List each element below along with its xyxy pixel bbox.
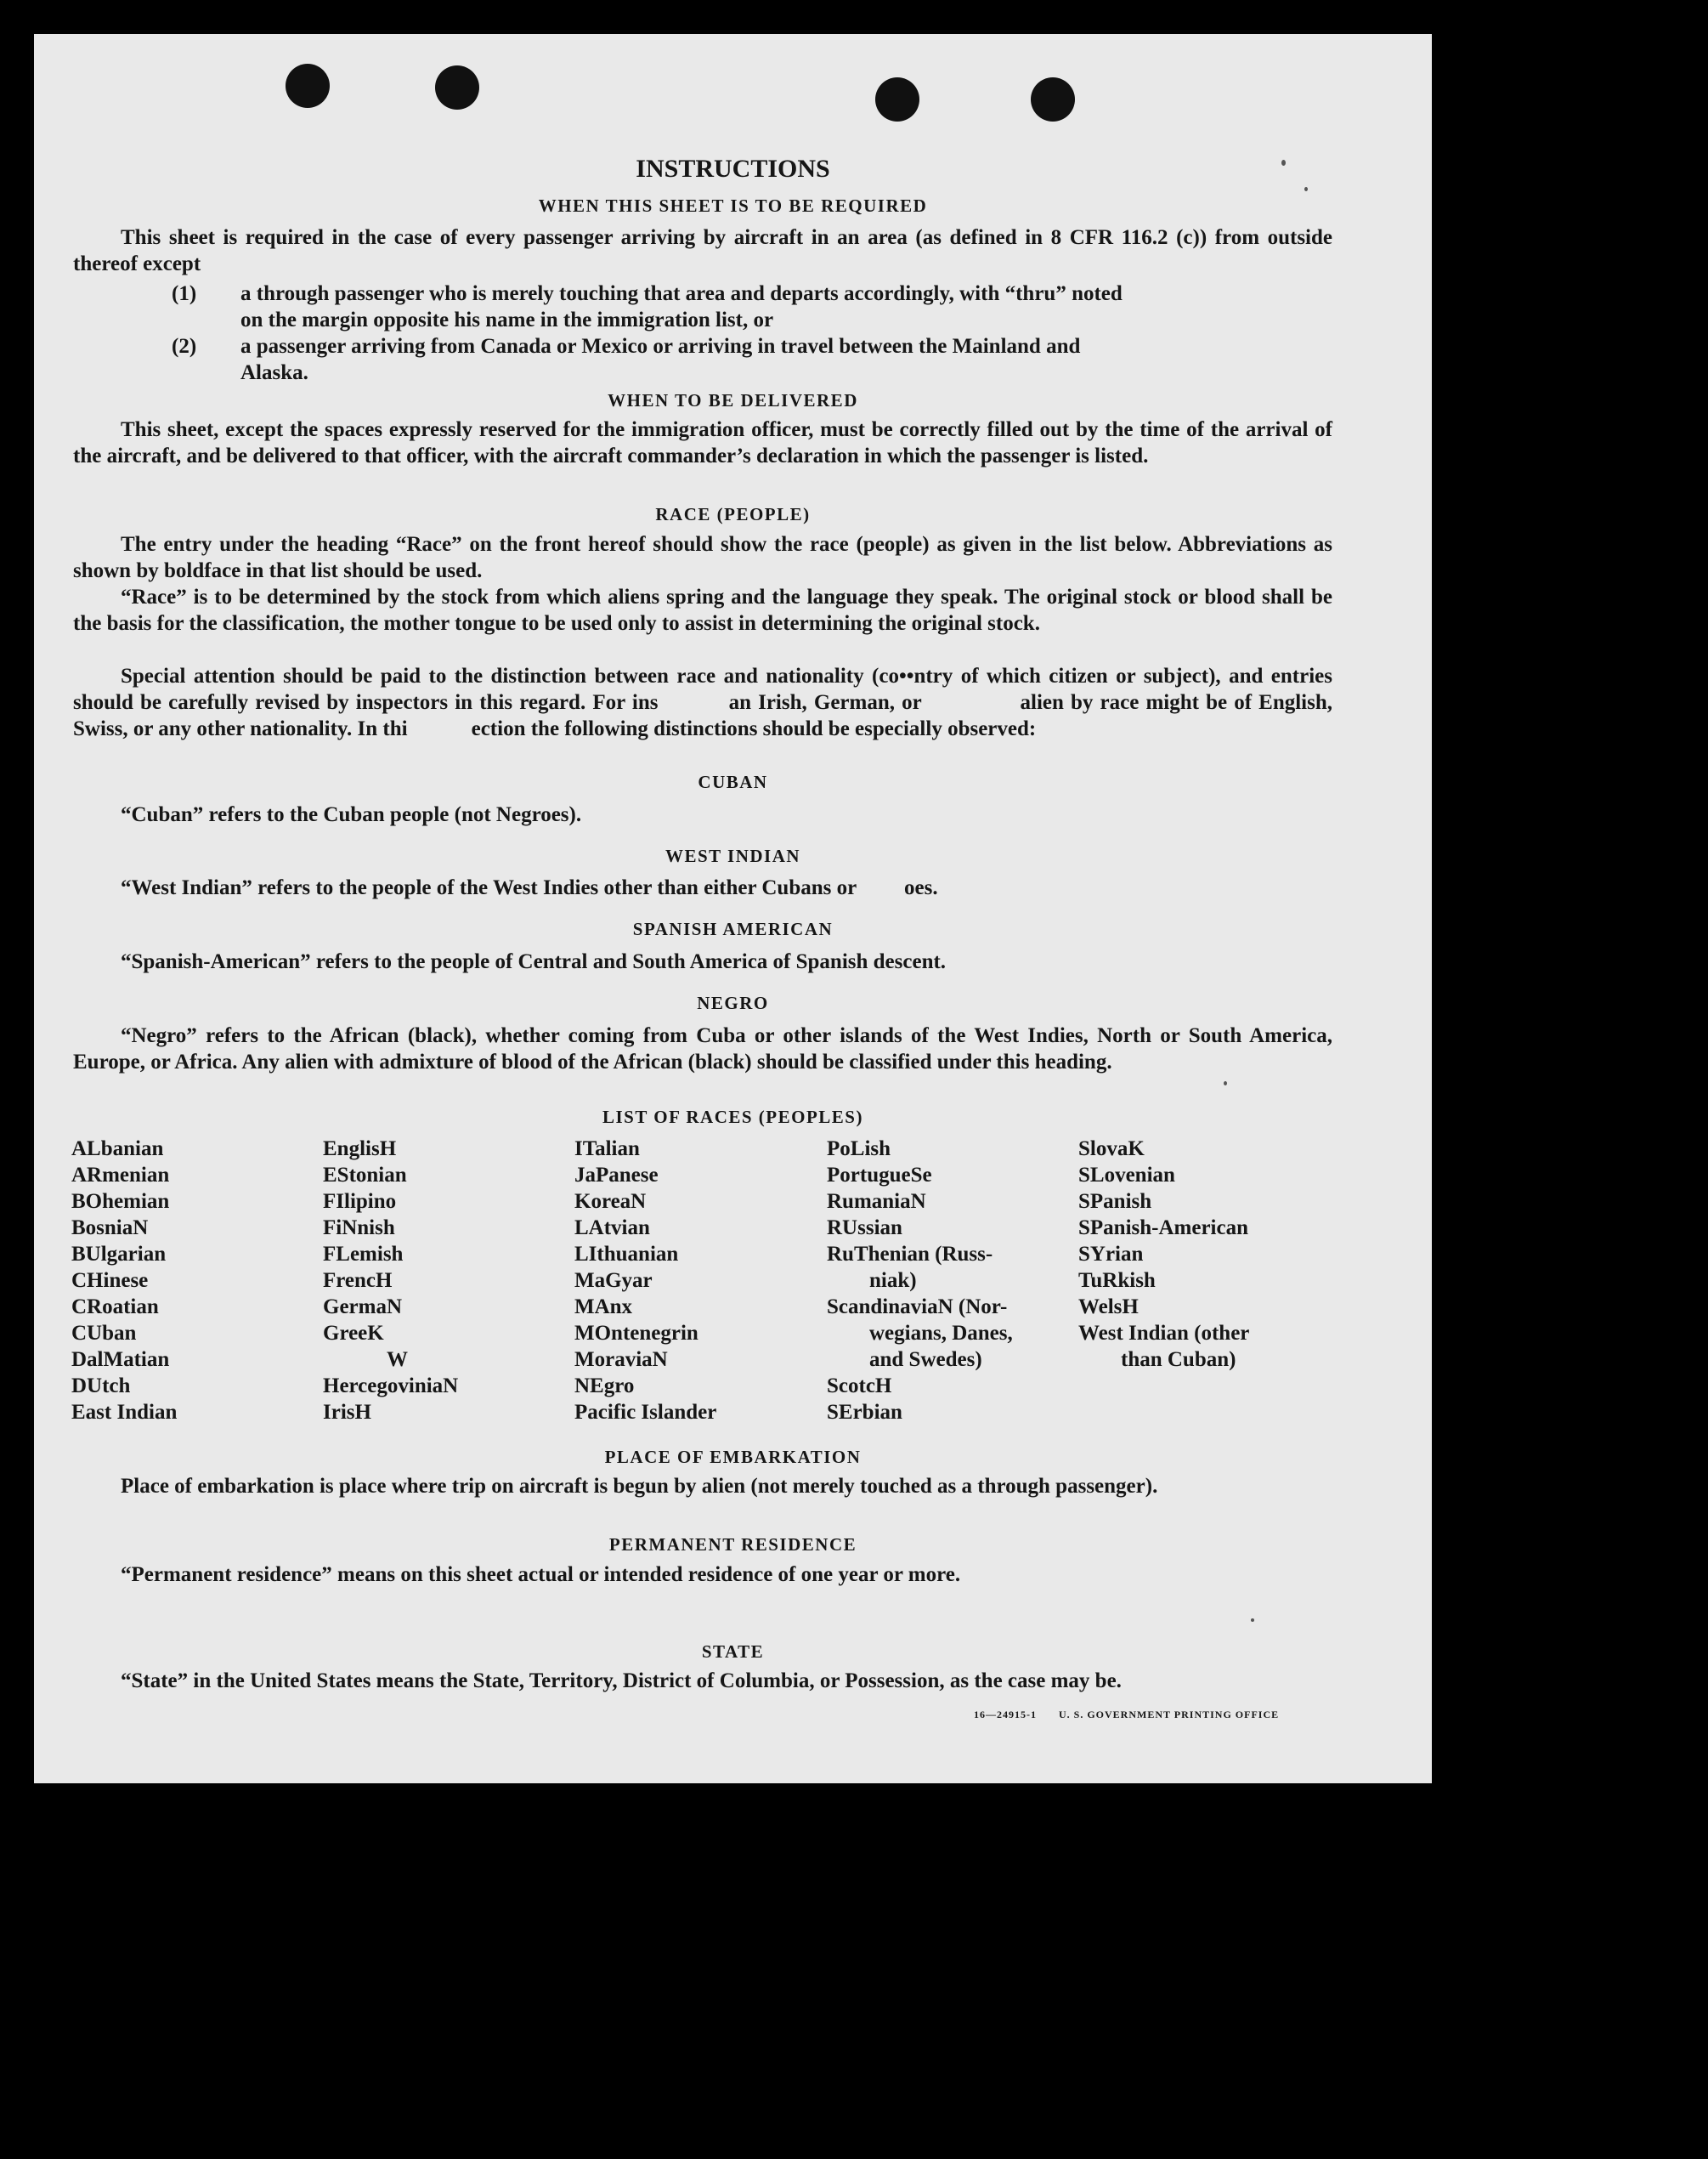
race-entry: SlovaK <box>1078 1137 1145 1160</box>
race-entry: RUssian <box>827 1216 902 1239</box>
race-entry: FIlipino <box>323 1190 397 1213</box>
race-entry: BUlgarian <box>71 1243 167 1266</box>
race-entry: KoreaN <box>574 1190 647 1213</box>
list-item-continuation <box>240 307 773 333</box>
race-entry: SLovenian <box>1078 1164 1175 1187</box>
item-text: a passenger arriving from Canada or Mexico or arriving in travel between the Mainland and <box>240 335 1081 358</box>
race-entry: CHinese <box>71 1269 149 1292</box>
punch-hole <box>875 77 919 122</box>
race-entry: IrisH <box>323 1401 371 1424</box>
race-entry: FLemish <box>323 1243 404 1266</box>
section-heading: PERMANENT RESIDENCE <box>608 1534 857 1555</box>
race-entry: SPanish <box>1078 1190 1152 1213</box>
item-number: (2) <box>172 335 197 358</box>
race-entry: RumaniaN <box>827 1190 926 1213</box>
race-entry: MoraviaN <box>574 1348 668 1371</box>
race-entry: DUtch <box>71 1374 131 1397</box>
race-entry: HercegoviniaN <box>323 1374 459 1397</box>
race-entry: niak) <box>827 1269 917 1292</box>
race-entry: FrencH <box>323 1269 393 1292</box>
race-entry: ALbanian <box>71 1137 164 1160</box>
race-entry: ITalian <box>574 1137 640 1160</box>
section-heading: RACE (PEOPLE) <box>655 504 811 524</box>
section-heading: LIST OF RACES (PEOPLES) <box>602 1107 863 1127</box>
race-entry: BosniaN <box>71 1216 149 1239</box>
item-text: on the margin opposite his name in the immigration list, or <box>240 309 774 332</box>
race-entry: SPanish-American <box>1078 1216 1248 1239</box>
race-entry: West Indian (other <box>1078 1322 1250 1345</box>
paragraph: This sheet is required in the case of every passenger arriving by aircraft in an area (as defined in 8 CFR 116.2 (c)) from outside thereof except <box>73 226 1332 275</box>
paragraph: Special attention should be paid to the distinction between race and nationality (co••ntry of which citizen or subject), and entries should be carefully revised by inspectors in this regard. For ins an Irish, German, or alien by race might be of English, Swiss, or any other nationality. In thi ection the following distinctions should be especially observed: <box>73 665 1332 740</box>
race-entry: East Indian <box>71 1401 178 1424</box>
race-entry: LIthuanian <box>574 1243 679 1266</box>
race-entry: BOhemian <box>71 1190 170 1213</box>
race-entry: RuThenian (Russ- <box>827 1243 993 1266</box>
race-entry: GreeK <box>323 1322 384 1345</box>
race-entry: PoLish <box>827 1137 891 1160</box>
race-entry: than Cuban) <box>1078 1348 1236 1371</box>
section-heading: WHEN THIS SHEET IS TO BE REQUIRED <box>538 196 928 216</box>
race-entry: ScandinaviaN (Nor- <box>827 1295 1008 1318</box>
speck <box>1224 1081 1227 1085</box>
section-heading: WEST INDIAN <box>665 846 801 866</box>
speck <box>1251 1618 1254 1622</box>
section-heading: STATE <box>701 1641 765 1662</box>
item-number: (1) <box>172 282 197 305</box>
section-heading: CUBAN <box>698 772 768 792</box>
document-page <box>34 34 1432 1783</box>
race-entry: MaGyar <box>574 1269 653 1292</box>
punch-hole <box>1031 77 1075 122</box>
race-entry: EStonian <box>323 1164 407 1187</box>
list-item-continuation <box>240 360 308 386</box>
race-entry: SErbian <box>827 1401 902 1424</box>
races-column-1 <box>71 1136 177 1425</box>
race-entry-redacted: W <box>323 1348 408 1371</box>
race-entry: FiNnish <box>323 1216 395 1239</box>
printer-imprint: 16—24915-1 U. S. GOVERNMENT PRINTING OFFICE <box>974 1708 1280 1720</box>
race-entry: SYrian <box>1078 1243 1144 1266</box>
item-text: a through passenger who is merely touching that area and departs accordingly, with “thru” noted <box>240 282 1123 305</box>
races-column-3 <box>574 1136 716 1425</box>
race-entry: ARmenian <box>71 1164 170 1187</box>
paragraph: The entry under the heading “Race” on the front hereof should show the race (people) as given in the list below. Abbreviations as shown by boldface in that list should be used. <box>73 533 1332 582</box>
section-heading: WHEN TO BE DELIVERED <box>608 390 858 411</box>
race-entry: WelsH <box>1078 1295 1139 1318</box>
race-entry: JaPanese <box>574 1164 659 1187</box>
paragraph: “Negro” refers to the African (black), whether coming from Cuba or other islands of the West Indies, North or South America, Europe, or Africa. Any alien with admixture of blood of the African (black) should be classified under this heading. <box>73 1024 1332 1074</box>
paragraph: “Cuban” refers to the Cuban people (not Negroes). <box>121 803 582 826</box>
races-column-2 <box>323 1136 458 1425</box>
item-text: Alaska. <box>240 361 308 384</box>
section-heading: PLACE OF EMBARKATION <box>604 1447 862 1467</box>
race-entry: ScotcH <box>827 1374 892 1397</box>
race-entry: NEgro <box>574 1374 635 1397</box>
paragraph: Place of embarkation is place where trip on aircraft is begun by alien (not merely touched as a through passenger). <box>121 1475 1158 1498</box>
race-entry: CRoatian <box>71 1295 159 1318</box>
speck <box>1304 187 1308 191</box>
paragraph: “West Indian” refers to the people of the West Indies other than either Cubans or oes. <box>121 876 938 899</box>
paragraph: “Permanent residence” means on this sheet actual or intended residence of one year or more. <box>121 1563 961 1586</box>
races-column-5 <box>1078 1136 1249 1373</box>
speck <box>1281 160 1286 166</box>
section-heading: NEGRO <box>697 993 769 1013</box>
race-entry: MAnx <box>574 1295 633 1318</box>
race-entry: MOntenegrin <box>574 1322 698 1345</box>
paragraph: “Race” is to be determined by the stock from which aliens spring and the language they speak. The original stock or blood shall be the basis for the classification, the mother tongue to be used only to assist in determining the original stock. <box>73 586 1332 635</box>
page-title: INSTRUCTIONS <box>636 155 830 183</box>
race-entry: wegians, Danes, <box>827 1322 1013 1345</box>
race-entry: PortugueSe <box>827 1164 932 1187</box>
race-entry: CUban <box>71 1322 137 1345</box>
race-entry: TuRkish <box>1078 1269 1156 1292</box>
race-entry: and Swedes) <box>827 1348 982 1371</box>
race-entry: LAtvian <box>574 1216 650 1239</box>
race-entry: Pacific Islander <box>574 1401 717 1424</box>
paragraph: This sheet, except the spaces expressly reserved for the immigration officer, must be correctly filled out by the time of the arrival of the aircraft, and be delivered to that officer, with the aircraft commander’s declaration in which the passenger is listed. <box>73 418 1332 468</box>
race-entry: DalMatian <box>71 1348 170 1371</box>
section-heading: SPANISH AMERICAN <box>632 919 834 939</box>
paragraph: “Spanish-American” refers to the people of Central and South America of Spanish descent. <box>121 950 947 973</box>
paragraph: “State” in the United States means the State, Territory, District of Columbia, or Possession, as the case may be. <box>121 1669 1122 1692</box>
race-entry: GermaN <box>323 1295 403 1318</box>
punch-hole <box>435 65 479 110</box>
race-entry: EnglisH <box>323 1137 397 1160</box>
punch-hole <box>286 64 330 108</box>
races-column-4 <box>827 1136 1013 1425</box>
